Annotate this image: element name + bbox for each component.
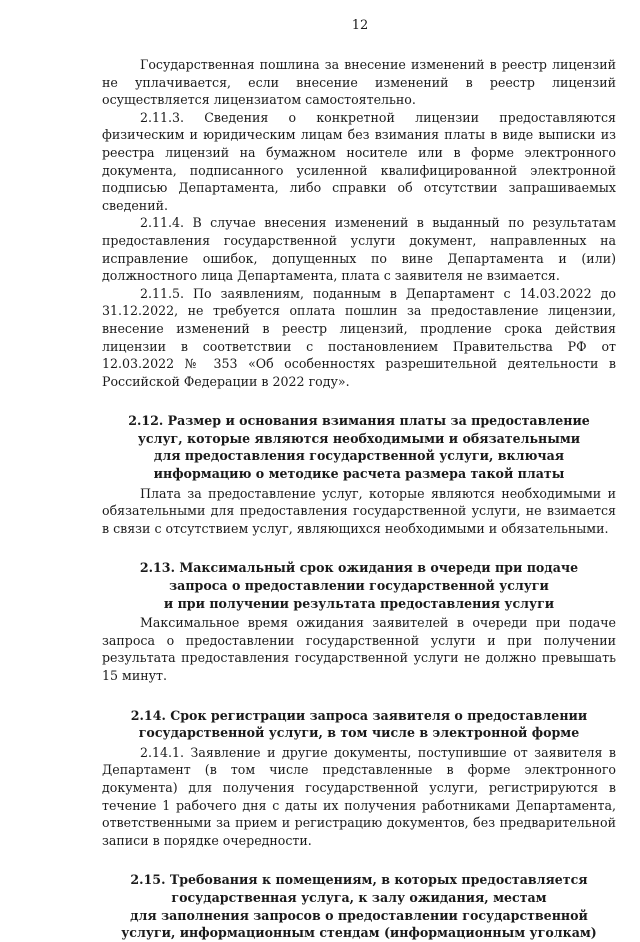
section-text-2-12: Плата за предоставление услуг, которые являются необходимыми и обязательными для предоставления государственной услуги, не взимается в связи с отсутствием услуг, являющихся необходимыми и обязательными. [102,485,616,536]
section-heading-2-13 [102,559,616,612]
heading-line: информацию о методике расчета размера такой платы [153,466,565,482]
paragraph-duty-not-paid: Государственная пошлина за внесение изменений в реестр лицензий не уплачивается, если внесение изменений в реестр лицензий осуществляется лицензиатом самостоятельно. [102,57,616,108]
heading-line: государственной услуги, в том числе в электронной форме [138,725,580,741]
section-heading-2-14 [102,707,616,742]
page-number: 12 [351,18,369,33]
heading-line: 2.15. Требования к помещениям, в которых предоставляется [130,872,588,888]
heading-line: услуг, которые являются необходимыми и обязательными [137,430,581,446]
heading-line: государственная услуга, к залу ожидания, местам [171,889,547,905]
paragraph-2-11-5: 2.11.5. По заявлениям, поданным в Департамент с 14.03.2022 до 31.12.2022, не требуется оплата пошлин за предоставление лицензии, внесение изменений в реестр лицензий, продление срока действия лицензии в соответствии с постановлением Правительства РФ от 12.03.2022 № 353 «Об особенностях разрешительной деятельности в Российской Федерации в 2022 году». [102,285,616,389]
heading-line: 2.14. Срок регистрации запроса заявителя о предоставлении [130,707,588,723]
section-heading-2-12 [102,412,616,482]
section-text-2-14-1: 2.14.1. Заявление и другие документы, поступившие от заявителя в Департамент (в том числе представленные в форме электронного документа) для получения государственной услуги, регистрируются в течение 1 рабочего дня с даты их получения работниками Департамента, ответственными за прием и регистрацию документов, без предварительной записи в порядке очередности. [102,744,616,848]
paragraph-2-11-4: 2.11.4. В случае внесения изменений в выданный по результатам предоставления государственной услуги документ, направленных на исправление ошибок, допущенных по вине Департамента и (или) должностного лица Департамента, плата с заявителя не взимается. [102,215,616,284]
section-heading-2-15 [102,871,616,941]
heading-line: и при получении результата предоставления услуги [163,595,555,611]
section-text-2-13: Максимальное время ожидания заявителей в очереди при подаче запроса о предоставлении государственной услуги и при получении результата предоставления государственной услуги не должно превышать 15 минут. [102,615,616,683]
heading-line: 2.13. Максимальный срок ожидания в очереди при подаче [139,560,579,576]
heading-line: для заполнения запросов о предоставлении государственной [130,907,588,923]
heading-line: услуги, информационным стендам (информационным уголкам) [121,925,597,941]
heading-line: для предоставления государственной услуги, включая [153,448,565,464]
paragraph-2-11-3: 2.11.3. Сведения о конкретной лицензии предоставляются физическим и юридическим лицам без взимания платы в виде выписки из реестра лицензий на бумажном носителе или в форме электронного документа, подписанного усиленной квалифицированной электронной подписью Департамента, либо справки об отсутствии запрашиваемых сведений. [102,109,616,213]
heading-line: запроса о предоставлении государственной услуги [169,578,549,594]
heading-line: 2.12. Размер и основания взимания платы за предоставление [128,413,590,429]
